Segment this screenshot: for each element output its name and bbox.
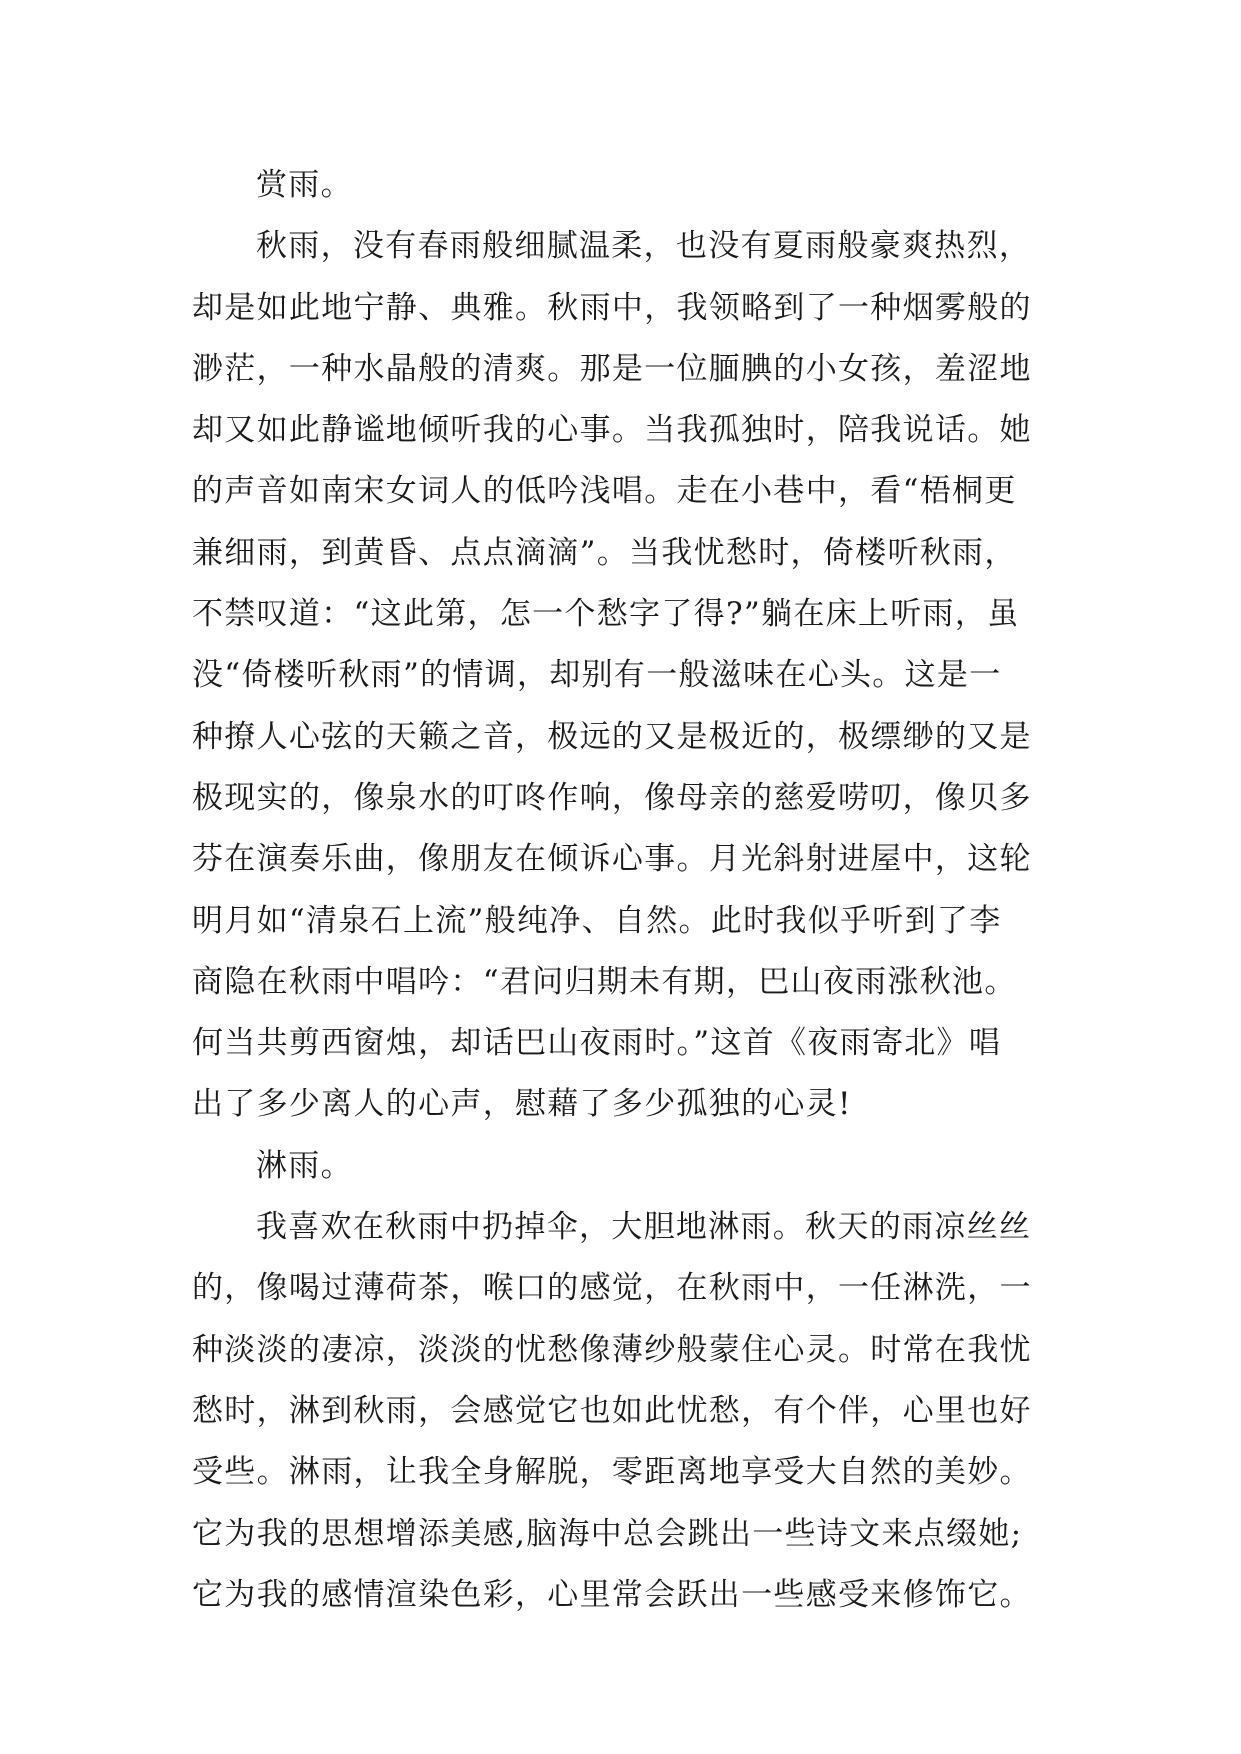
text-line: 的声音如南宋女词人的低吟浅唱。走在小巷中，看“梧桐更 xyxy=(192,473,1017,510)
text-line: 何当共剪西窗烛，却话巴山夜雨时。”这首《夜雨寄北》唱 xyxy=(192,1025,1002,1062)
text-line: 渺茫，一种水晶般的清爽。那是一位腼腆的小女孩，羞涩地 xyxy=(192,350,1032,387)
text-line: 淋雨。 xyxy=(256,1147,353,1184)
text-line: 种淡淡的凄凉，淡淡的忧愁像薄纱般蒙住心灵。时常在我忧 xyxy=(192,1331,1032,1368)
text-line: 却是如此地宁静、典雅。秋雨中，我领略到了一种烟雾般的 xyxy=(192,289,1032,326)
body-text xyxy=(192,155,1062,1626)
text-line: 没“倚楼听秋雨”的情调，却别有一般滋味在心头。这是一 xyxy=(192,657,1002,694)
text-line: 它为我的思想增添美感,脑海中总会跳出一些诗文来点缀她; xyxy=(192,1515,1023,1552)
text-line: 我喜欢在秋雨中扔掉伞，大胆地淋雨。秋天的雨凉丝丝 xyxy=(256,1209,1032,1246)
text-line: 不禁叹道：“这此第，怎一个愁字了得?”躺在床上听雨，虽 xyxy=(192,596,1020,633)
text-line: 受些。淋雨，让我全身解脱，零距离地享受大自然的美妙。 xyxy=(192,1454,1032,1491)
text-line: 极现实的，像泉水的叮咚作响，像母亲的慈爱唠叨，像贝多 xyxy=(192,779,1032,816)
text-line: 出了多少离人的心声，慰藉了多少孤独的心灵! xyxy=(192,1086,852,1123)
text-line: 种撩人心弦的天籁之音，极远的又是极近的，极缥缈的又是 xyxy=(192,718,1032,755)
text-line: 商隐在秋雨中唱吟：“君问归期未有期，巴山夜雨涨秋池。 xyxy=(192,963,1017,1000)
text-line: 赏雨。 xyxy=(256,167,353,203)
text-line: 的，像喝过薄荷茶，喉口的感觉，在秋雨中，一任淋洗，一 xyxy=(192,1270,1032,1307)
text-line: 明月如“清泉石上流”般纯净、自然。此时我似乎听到了李 xyxy=(192,902,1002,939)
text-line: 却又如此静谧地倾听我的心事。当我孤独时，陪我说话。她 xyxy=(192,412,1032,449)
text-line: 它为我的感情渲染色彩，心里常会跃出一些感受来修饰它。 xyxy=(192,1576,1032,1613)
text-line: 芬在演奏乐曲，像朋友在倾诉心事。月光斜射进屋中，这轮 xyxy=(192,841,1032,878)
text-line: 兼细雨，到黄昏、点点滴滴”。当我忧愁时，倚楼听秋雨， xyxy=(192,534,1017,571)
text-line: 秋雨，没有春雨般细腻温柔，也没有夏雨般豪爽热烈， xyxy=(256,228,1032,265)
text-line: 愁时，淋到秋雨，会感觉它也如此忧愁，有个伴，心里也好 xyxy=(192,1392,1032,1429)
